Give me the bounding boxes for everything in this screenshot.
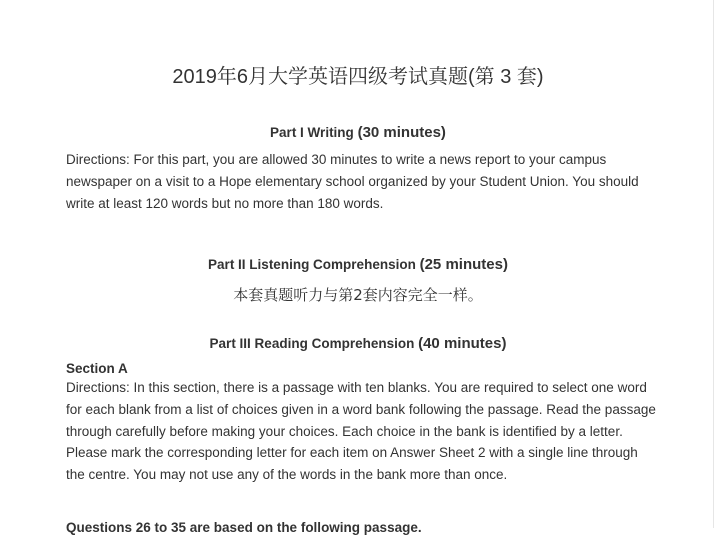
part2-heading-text: Part II Listening Comprehension [208, 257, 416, 272]
part1-heading [0, 123, 716, 143]
part1-directions: Directions: For this part, you are allowed 30 minutes to write a news report to your campus newspaper on a visit to a Hope elementary school organized by your Student Union. You should write at least 120 words but no more than 180 words. [66, 152, 639, 211]
part2-minutes: (25 minutes) [419, 256, 508, 273]
page-title: 2019年6月大学英语四级考试真题(第 3 套) [172, 66, 544, 88]
part2-heading [0, 255, 716, 275]
part2-note: 本套真题听力与第2套内容完全一样。 [233, 286, 483, 304]
questions-intro: Questions 26 to 35 are based on the following passage. [66, 520, 422, 535]
part1-minutes: (30 minutes) [357, 124, 446, 141]
part3-minutes: (40 minutes) [418, 335, 507, 352]
part3-directions: Directions: In this section, there is a passage with ten blanks. You are required to select one word for each blank from a list of choices given in a word bank following the passage. Read the passage through carefully before making your choices. Each choice in the bank is identified by a letter. Please mark the corresponding letter for each item on Answer Sheet 2 with a single line through the centre. You may not use any of the words in the bank more than once. [66, 380, 656, 483]
part3-heading-text: Part III Reading Comprehension [209, 336, 415, 351]
part3-heading [0, 334, 716, 354]
part1-heading-text: Part I Writing [270, 125, 354, 140]
section-a-label: Section A [66, 361, 128, 376]
